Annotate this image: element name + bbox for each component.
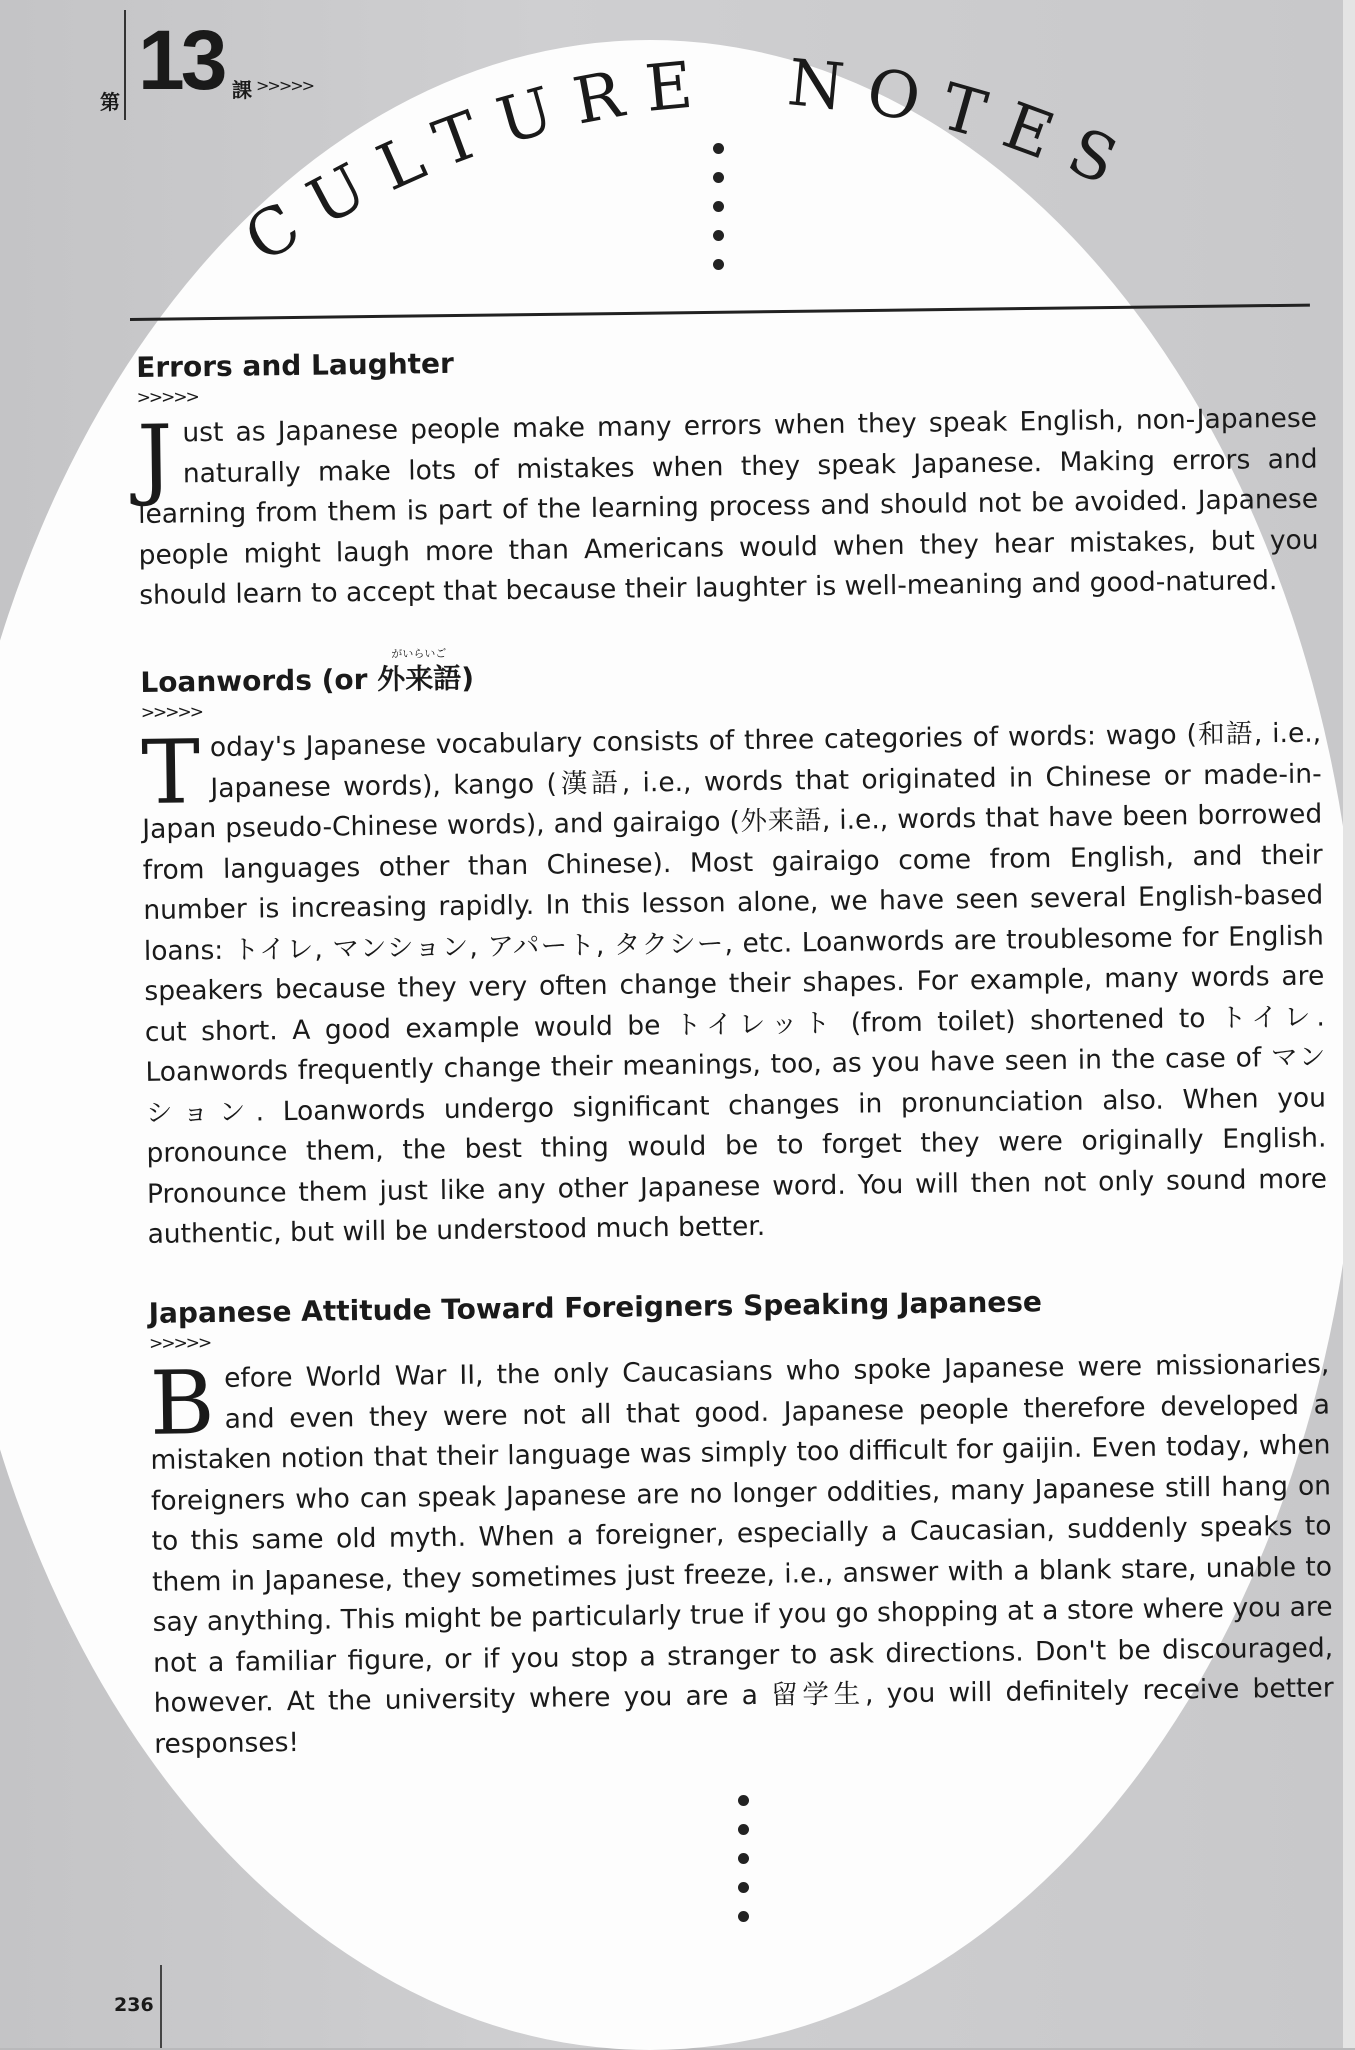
page-number: 236 <box>114 1994 154 2016</box>
heading-text: Loanwords (or <box>140 662 378 699</box>
heading-arrows: >>>>> <box>148 1333 211 1355</box>
section-body <box>137 399 1320 617</box>
section-attitude-foreigners <box>148 1280 1334 1765</box>
body-text: oday's Japanese vocabulary consists of three categories of words: wago (和語, i.e., Japanese words), kango (漢語, i.e., words that originated in Chinese or made-in-Japan pseudo-Chinese words), and gairaigo (外来語, i.e., words that have been borrowed from languages other than Chinese). Most gairaigo come from English, and their number is increasing rapidly. In this lesson alone, we have seen several English-based loans: トイレ, マンション, アパート, タクシー, etc. Loanwords are troublesome for English speakers because they very often change their shapes. For example, many words are cut short. A good example would be トイレット (from toilet) shortened to トイレ. Loanwords frequently change their meanings, too, as you have seen in the case of マンション. Loanwords undergo significant changes in pronunciation also. When you pronounce them, the best thing would be to forget they were originally English. Pronounce them just like any other Japanese word. You will then not only sound more authentic, but will be understood much better. <box>142 717 1328 1251</box>
section-body <box>141 714 1328 1256</box>
kanji-text: 外来語 <box>376 661 462 696</box>
dot <box>738 1795 749 1806</box>
drop-cap: T <box>140 720 201 825</box>
dot <box>738 1911 749 1922</box>
dot <box>738 1882 749 1893</box>
furigana: がいらいご <box>391 646 447 661</box>
section-heading: Errors and Laughter <box>136 346 455 384</box>
body-text: ust as Japanese people make many errors when they speak English, non-Japanese naturally make lots of mistakes when they speak Japanese. Making errors and learning from them is part of the learning process and should not be avoided. Japanese people might laugh more than Americans would when they hear mistakes, but you should learn to accept that because their laughter is well-meaning and good-natured. <box>137 402 1319 612</box>
dot <box>713 259 724 270</box>
top-dot-divider <box>713 143 725 288</box>
dot <box>713 230 724 241</box>
section-errors-laughter <box>136 335 1319 617</box>
section-loanwords <box>140 646 1328 1255</box>
title-word-notes: NOTES <box>784 46 1148 209</box>
bottom-dot-divider <box>738 1795 750 1940</box>
title-text <box>233 46 1148 277</box>
page-number-rule <box>160 1965 162 2048</box>
lesson-arrows: >>>>> <box>256 76 314 95</box>
heading-arrows: >>>>> <box>140 702 203 724</box>
section-body <box>149 1345 1334 1765</box>
dot <box>713 172 724 183</box>
dot <box>713 201 724 212</box>
heading-close: ) <box>460 661 475 695</box>
section-heading: Japanese Attitude Toward Foreigners Speaking Japanese <box>148 1285 1043 1330</box>
body-text: efore World War II, the only Caucasians who spoke Japanese were missionaries, and even they were not all that good. Japanese people therefore developed a mistaken notion that their language was simply too difficult for gaijin. Even today, when foreigners who can speak Japanese are no longer oddities, many Japanese still hang on to this same old myth. When a foreigner, especially a Caucasian, suddenly speaks to them in Japanese, they sometimes just freeze, i.e., answer with a blank stare, unable to say anything. This might be particularly true if you go shopping at a store where you are not a familiar figure, or if you stop a stranger to ask directions. Don't be discouraged, however. At the university where you are a 留学生, you will definitely receive better responses! <box>150 1348 1334 1760</box>
drop-cap: B <box>149 1351 216 1456</box>
lesson-prefix: 第 <box>100 90 120 114</box>
lesson-suffix: 課 <box>232 78 252 102</box>
drop-cap: J <box>136 405 174 510</box>
dot <box>713 143 724 154</box>
dot <box>738 1853 749 1864</box>
heading-arrows: >>>>> <box>136 387 198 409</box>
heading-kanji <box>376 646 462 698</box>
lesson-number: 13 <box>138 13 224 107</box>
dot <box>738 1824 749 1835</box>
title-word-culture: CULTURE <box>232 46 718 278</box>
culture-notes-content <box>136 335 1335 1799</box>
